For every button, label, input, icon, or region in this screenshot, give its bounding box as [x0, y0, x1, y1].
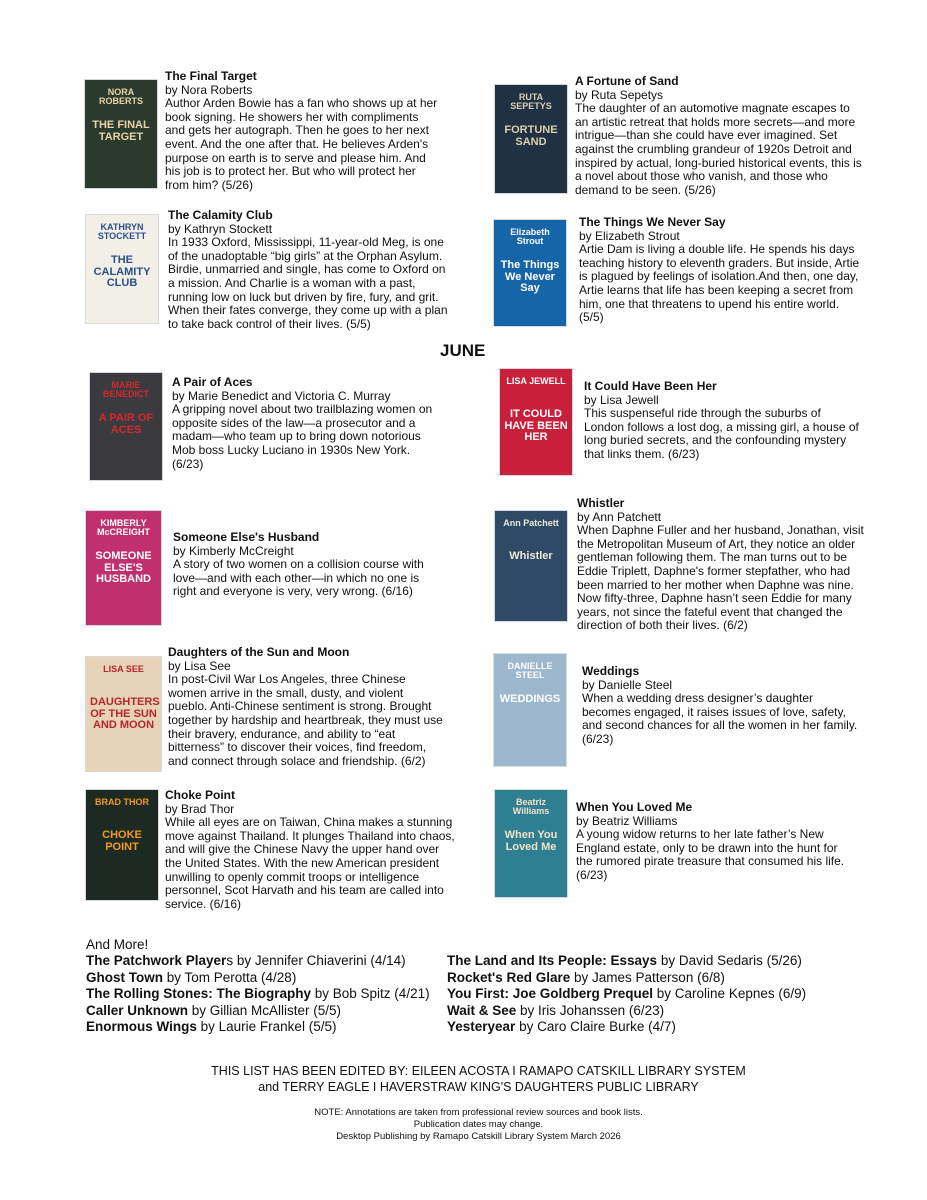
book-cover-title: FORTUNE SAND: [504, 124, 558, 148]
book-text-whistler: [577, 497, 867, 633]
book-cover-author: Elizabeth Strout: [510, 227, 550, 247]
book-text-when-you-loved-me: [576, 801, 856, 883]
more-item-title: You First: Joe Goldberg Prequel: [447, 986, 654, 1002]
more-item-author-date: by Bob Spitz (4/21): [311, 986, 430, 1002]
book-author: by Danielle Steel: [582, 677, 673, 692]
book-cover-author: DANIELLE STEEL: [507, 661, 553, 681]
book-cover-final-target: [85, 80, 157, 188]
book-cover-title: THE FINAL TARGET: [92, 119, 150, 143]
book-text-could-have-been-her: [584, 380, 859, 462]
section-heading-june: JUNE: [440, 341, 486, 360]
book-description: When a wedding dress designer’s daughter becomes engaged, it raises issues of love, safety, and second chances for all the women in her family. (6/23): [582, 691, 858, 746]
book-text-pair-of-aces: [172, 376, 442, 471]
book-description: A young widow returns to her late father’s New England estate, only to be drawn into the hunt for the rumored pirate treasure that consumed his life. (6/23): [576, 827, 845, 882]
book-description: This suspenseful ride through the suburbs of London follows a lost dog, a missing girl, a house of long buried secrets, and the confounding mystery that links them. (6/23): [584, 406, 859, 461]
note-line-3: Desktop Publishing by Ramapo Catskill Library System March 2026: [336, 1131, 621, 1142]
more-left-item: [86, 970, 296, 987]
book-cover-author: MARIE BENEDICT: [102, 380, 149, 400]
book-title: The Things We Never Say: [579, 215, 726, 229]
book-title: A Pair of Aces: [172, 375, 253, 389]
more-item-author-date: by Caroline Kepnes (6/9): [653, 986, 807, 1002]
book-text-things-we-never-say: [579, 216, 864, 325]
book-cover-title: When You Loved Me: [504, 829, 558, 853]
book-description: A story of two women on a collision course with love—and with each other—in which no one is right and everyone is very, very wrong. (6/16): [173, 557, 424, 599]
book-cover-title: IT COULD HAVE BEEN HER: [504, 408, 568, 444]
book-cover-whistler: [495, 511, 567, 621]
book-cover-title: WEDDINGS: [499, 693, 561, 705]
book-cover-author: RUTA SEPETYS: [510, 92, 552, 112]
more-item-author-date: by Caro Claire Burke (4/7): [515, 1019, 676, 1035]
book-title: It Could Have Been Her: [584, 379, 717, 393]
book-text-daughters-sun-moon: [168, 646, 443, 768]
book-cover-author: KIMBERLY McCREIGHT: [96, 518, 150, 538]
book-description: While all eyes are on Taiwan, China makes a stunning move against Thailand. It plunges Thailand into chaos, and will give the Chinese Navy the upper hand over the United States. With the new American president unwilling to openly commit troops or intelligence personnel, Scot Harvath and his team are called into service. (6/16): [165, 815, 455, 911]
book-text-fortune-of-sand: [575, 75, 865, 197]
more-item-title: The Patchwork Player: [86, 953, 227, 968]
book-author: by Marie Benedict and Victoria C. Murray: [172, 388, 391, 403]
more-item-author-date: by David Sedaris (5/26): [657, 953, 802, 968]
more-item-title: Enormous Wings: [86, 1019, 197, 1035]
more-item-author-date: by Iris Johanssen (6/23): [516, 1002, 665, 1018]
book-title: The Final Target: [165, 69, 257, 83]
more-left-item: [86, 1019, 336, 1036]
book-cover-author: BRAD THOR: [95, 797, 149, 807]
book-description: In 1933 Oxford, Mississippi, 11-year-old Meg, is one of the unadoptable “big girls” at the Orphan Asylum. Birdie, unmarried and single, has come to Oxford on a mission. And Charlie is a woman with a past, running low on luck but driven by fire, fury, and grit. When their fates converge, they come up with a plan to take back control of their lives. (5/5): [168, 235, 448, 331]
book-description: A gripping novel about two trailblazing women on opposite sides of the law—a prosecutor and a madam—who team up to bring down notorious Mob boss Lucky Luciano in 1930s New York. (6/23): [172, 402, 433, 471]
book-author: by Lisa See: [168, 658, 231, 673]
book-cover-title: CHOKE POINT: [102, 829, 142, 853]
book-author: by Kimberly McCreight: [173, 543, 294, 558]
book-author: by Nora Roberts: [165, 82, 253, 97]
more-item-title: The Rolling Stones: The Biography: [86, 986, 312, 1002]
more-item-author-date: s by Jennifer Chiaverini (4/14): [226, 953, 406, 968]
book-text-choke-point: [165, 789, 455, 911]
book-cover-calamity-club: [86, 215, 158, 323]
more-item-author-date: by Gillian McAllister (5/5): [188, 1002, 342, 1018]
book-text-calamity-club: [168, 209, 453, 331]
credits-line-1: THIS LIST HAS BEEN EDITED BY: EILEEN ACOSTA I RAMAPO CATSKILL LIBRARY SYSTEM: [211, 1064, 746, 1078]
book-cover-title: Whistler: [509, 550, 553, 562]
book-cover-author: LISA SEE: [103, 664, 144, 674]
book-description: Author Arden Bowie has a fan who shows up at her book signing. He showers her with compliments and gets her autograph. Then he goes to her next event. And the one after that. He believes Arden's purpose on earth is to serve and please him. And his job is to protect her. But who will protect her from him? (5/26): [165, 96, 438, 192]
book-cover-title: A PAIR OF ACES: [98, 412, 154, 436]
more-item-title: The Land and Its People: Essays: [447, 953, 658, 968]
book-author: by Elizabeth Strout: [579, 228, 680, 243]
book-cover-pair-of-aces: [90, 373, 162, 480]
book-cover-author: LISA JEWELL: [506, 376, 566, 386]
more-left-item: [86, 1003, 341, 1020]
book-title: Daughters of the Sun and Moon: [168, 645, 350, 659]
book-title: Weddings: [582, 664, 640, 678]
book-author: by Ann Patchett: [577, 509, 662, 524]
more-item-author-date: by James Patterson (6/8): [570, 969, 725, 985]
more-item-title: Caller Unknown: [86, 1002, 189, 1018]
book-author: by Beatriz Williams: [576, 813, 678, 828]
book-cover-someone-elses-husband: [86, 511, 161, 625]
book-description: In post-Civil War Los Angeles, three Chinese women arrive in the small, dusty, and violent pueblo. Anti-Chinese sentiment is strong. Brought together by hardship and heartbreak, they must use their bravery, endurance, and ability to “eat bitterness” to discover their voices, find freedom, and connect through solace and friendship. (6/2): [168, 672, 443, 768]
more-item-title: Ghost Town: [86, 969, 163, 985]
note-line-1: NOTE: Annotations are taken from professional review sources and book lists.: [314, 1107, 643, 1118]
book-text-final-target: [165, 70, 440, 192]
and-more-heading: And More!: [86, 937, 149, 952]
book-cover-title: SOMEONE ELSE'S HUSBAND: [95, 550, 152, 586]
more-item-author-date: by Laurie Frankel (5/5): [196, 1019, 337, 1035]
book-cover-author: KATHRYN STOCKETT: [97, 222, 147, 242]
book-description: When Daphne Fuller and her husband, Jonathan, visit the Metropolitan Museum of Art, they notice an older gentleman following them. The man turns out to be Eddie Triplett, Daphne's former stepfather, who had been married to her mother when Daphne was nine. Now fifty-three, Daphne hasn’t seen Eddie for many years, not since the fateful event that changed the direction of both their lives. (6/2): [577, 523, 864, 633]
more-item-title: Wait & See: [447, 1002, 517, 1018]
book-title: Choke Point: [165, 788, 236, 802]
more-right-item: [447, 953, 802, 970]
book-cover-things-we-never-say: [494, 220, 566, 326]
more-right-item: [447, 1003, 664, 1020]
book-author: by Ruta Sepetys: [575, 87, 664, 102]
more-item-author-date: by Tom Perotta (4/28): [163, 969, 297, 985]
more-item-title: Yesteryear: [447, 1019, 516, 1035]
book-author: by Lisa Jewell: [584, 392, 659, 407]
book-title: Someone Else's Husband: [173, 530, 320, 544]
book-text-weddings: [582, 665, 862, 747]
book-title: Whistler: [577, 496, 625, 510]
book-cover-fortune-of-sand: [495, 85, 567, 193]
more-item-title: Rocket's Red Glare: [447, 969, 571, 985]
more-left-item: [86, 986, 430, 1003]
credits-line-2: and TERRY EAGLE I HAVERSTRAW KING'S DAUGHTERS PUBLIC LIBRARY: [258, 1080, 699, 1094]
book-title: The Calamity Club: [168, 208, 273, 222]
book-cover-title: DAUGHTERS OF THE SUN AND MOON: [90, 696, 160, 732]
book-cover-choke-point: [86, 790, 158, 900]
book-title: When You Loved Me: [576, 800, 693, 814]
book-description: Artie Dam is living a double life. He spends his days teaching history to eleventh graders. But inside, Artie is plagued by feelings of isolation.And then, one day, Artie learns that life has been keeping a secret from him, one that threatens to upend his entire world. (5/5): [579, 242, 860, 325]
book-cover-author: NORA ROBERTS: [98, 87, 143, 107]
book-title: A Fortune of Sand: [575, 74, 679, 88]
book-cover-title: THE CALAMITY CLUB: [93, 254, 151, 290]
more-right-item: [447, 1019, 676, 1036]
book-cover-when-you-loved-me: [495, 790, 567, 897]
book-description: The daughter of an automotive magnate escapes to an artistic retreat that holds more secrets—and more intrigue—than she could have ever imagined. Set against the crumbling grandeur of 1920s Detroit and inspired by actual, long-buried historical events, this is a novel about those who vanish, and those who demand to be seen. (5/26): [575, 101, 862, 197]
more-left-item: [86, 953, 406, 970]
more-right-item: [447, 986, 806, 1003]
book-cover-author: Ann Patchett: [503, 518, 559, 528]
book-author: by Kathryn Stockett: [168, 221, 273, 236]
book-cover-daughters-sun-moon: [86, 657, 161, 771]
book-text-someone-elses-husband: [173, 531, 443, 599]
book-author: by Brad Thor: [165, 801, 235, 816]
book-cover-author: Beatriz Williams: [512, 797, 550, 817]
book-cover-title: The Things We Never Say: [500, 259, 560, 295]
book-cover-weddings: [494, 654, 566, 766]
more-right-item: [447, 970, 725, 987]
book-cover-could-have-been-her: [500, 369, 572, 475]
note-line-2: Publication dates may change.: [413, 1119, 544, 1130]
